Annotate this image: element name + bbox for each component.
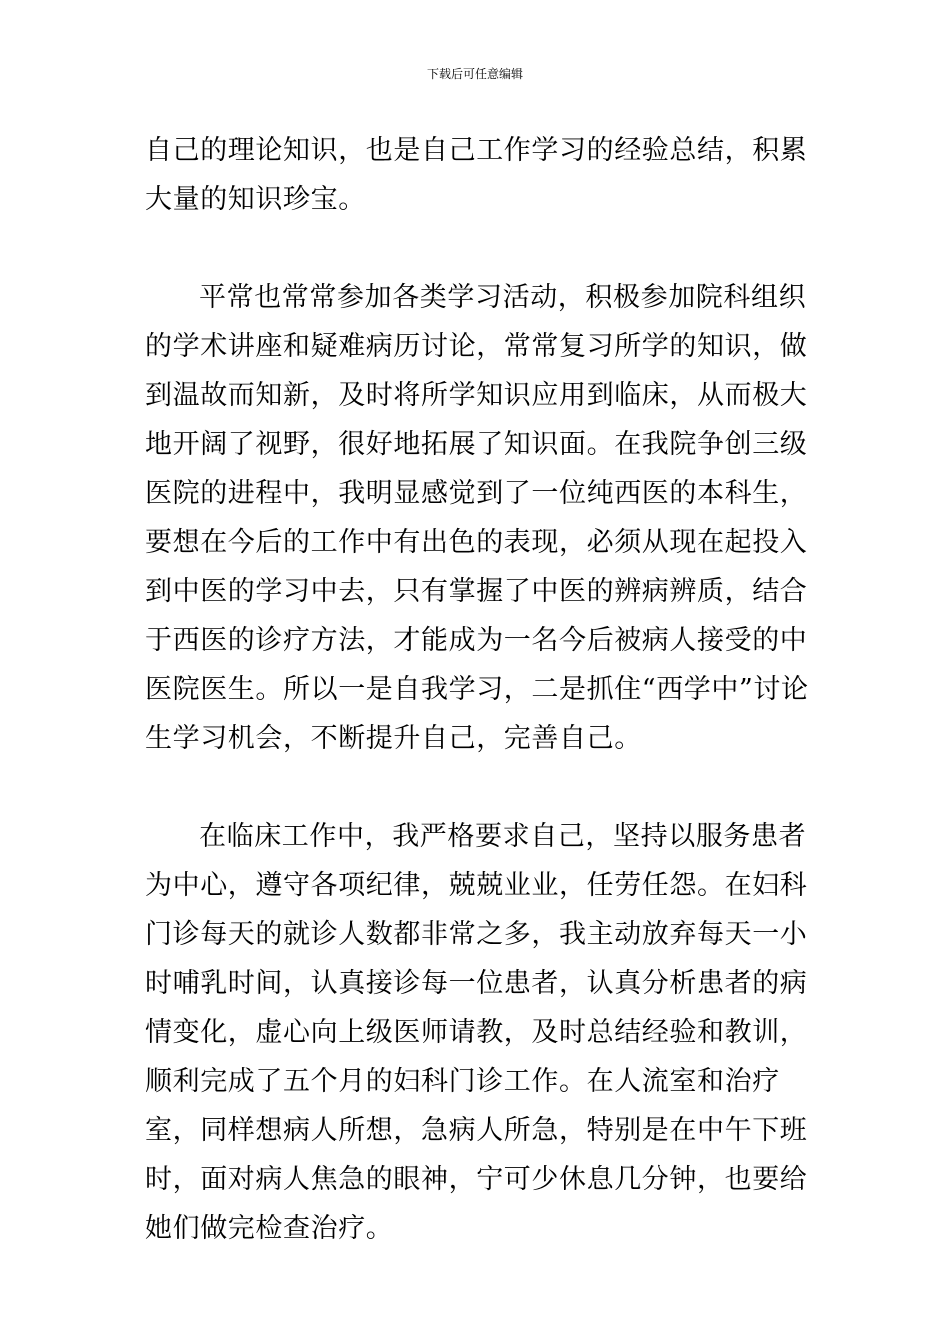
document-body — [145, 126, 810, 1253]
paragraph-gap — [145, 224, 810, 273]
paragraph-1: 自己的理论知识，也是自己工作学习的经验总结，积累大量的知识珍宝。 — [145, 135, 808, 215]
page-header: 下载后可任意编辑 — [426, 67, 523, 81]
paragraph-3: 在临床工作中，我严格要求自己，坚持以服务患者为中心，遵守各项纪律，兢兢业业，任劳任怨。在妇科门诊每天的就诊人数都非常之多，我主动放弃每天一小时哺乳时间，认真接诊每一位患者，认真分析患者的病情变化，虚心向上级医师请教，及时总结经验和教训，顺利完成了五个月的妇科门诊工作。在人流室和治疗室，同样想病人所想，急病人所急，特别是在中午下班时，面对病人焦急的眼神，宁可少休息几分钟，也要给她们做完检查治疗。 — [145, 821, 808, 1244]
paragraph-gap — [145, 763, 810, 812]
paragraph-2: 平常也常常参加各类学习活动，积极参加院科组织的学术讲座和疑难病历讨论，常常复习所学的知识，做到温故而知新，及时将所学知识应用到临床，从而极大地开阔了视野，很好地拓展了知识面。在我院争创三级医院的进程中，我明显感觉到了一位纯西医的本科生，要想在今后的工作中有出色的表现，必须从现在起投入到中医的学习中去，只有掌握了中医的辨病辨质，结合于西医的诊疗方法，才能成为一名今后被病人接受的中医院医生。所以一是自我学习，二是抓住“西学中”讨论生学习机会，不断提升自己，完善自己。 — [145, 282, 809, 754]
